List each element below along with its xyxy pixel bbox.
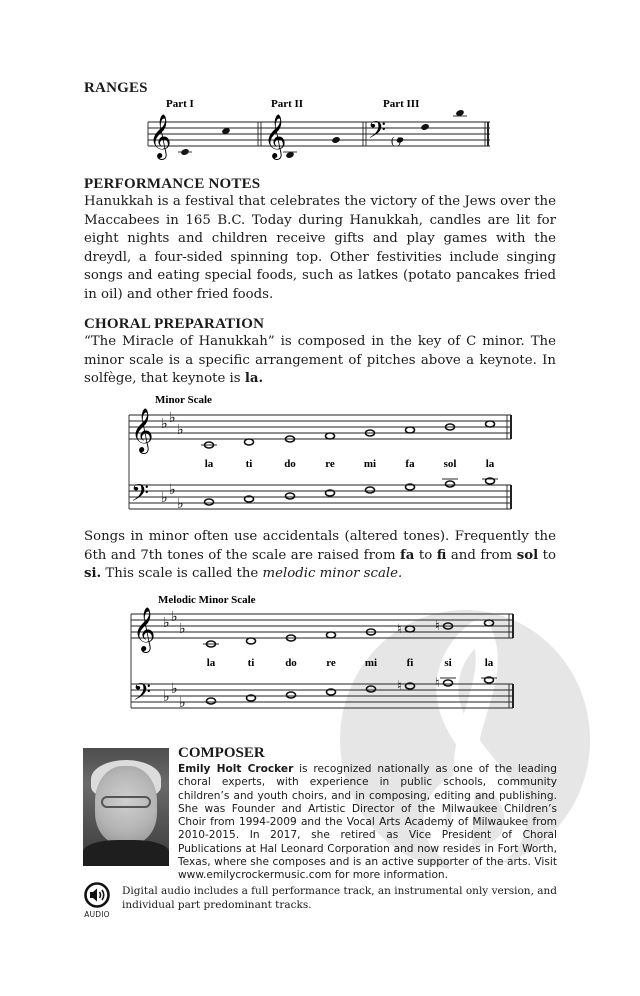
flat-icon: ♭ [169,411,176,426]
natural-icon: ♮ [397,678,402,693]
syllable-fi: fi [406,657,414,669]
audio-description: Digital audio includes a full performance track, an instrumental only version, and individual part predominant tracks. [122,885,557,911]
flat-icon: ♭ [161,417,168,432]
flat-icon: ♭ [161,491,168,506]
treble-clef-icon: 𝄞 [131,410,154,452]
bass-clef-icon: 𝄢 [368,118,387,149]
syllable-la: la [204,458,214,470]
ranges-staff [140,95,500,160]
flat-icon: ♭ [179,696,186,711]
syllable-do: do [284,458,296,470]
syllable-do: do [285,657,297,669]
flat-icon: ♭ [163,690,170,705]
flat-icon: ♭ [171,610,178,625]
natural-icon: ♮ [397,621,402,636]
minor-scale-staff [125,390,520,515]
audio-label: AUDIO [84,910,110,919]
bass-clef-icon: 𝄢 [131,481,150,512]
syllable-mi: mi [364,657,378,669]
bass-clef-icon: 𝄢 [133,680,152,711]
keynote-la: la. [244,371,264,387]
treble-clef-icon: 𝄞 [149,116,172,158]
natural-icon: ♮ [435,675,440,690]
performance-notes-heading: PERFORMANCE NOTES [84,176,261,192]
flat-icon: ♭ [171,682,178,697]
syllable-mi: mi [363,458,377,470]
flat-icon: ♭ [177,497,184,512]
treble-clef-icon: 𝄞 [133,609,156,651]
minor-scale-title: Minor Scale [155,394,212,406]
syllable-fa: fa [405,458,415,470]
choral-preparation-intro: “The Miracle of Hanukkah” is composed in the key of C minor. The minor scale is a specific arrangement of pitches above a keynote. In solfège, that keynote is la. [84,334,556,387]
composer-heading: COMPOSER [178,745,265,761]
syllable-ti: ti [245,458,253,470]
syllable-ti: ti [247,657,255,669]
syllable-la-high: la [485,458,495,470]
performance-notes-text: Hanukkah is a festival that celebrates the victory of the Jews over the Maccabees in 165 B.C. Today during Hanukkah, candles are lit for eight nights and children receive gifts and play games with the dreydl, a four-sided spinning top. Other festivities include singing songs and eating special foods, such as latkes (potato pancakes fried in oil) and other fried foods. [84,194,556,302]
syllable-la-high: la [484,657,494,669]
treble-clef-icon: 𝄞 [264,116,287,158]
flat-icon: ♭ [163,616,170,631]
flat-icon: ♭ [177,423,184,438]
syllable-re: re [326,657,336,669]
melodic-minor-scale-title: Melodic Minor Scale [158,594,256,606]
flat-icon: ♭ [169,483,176,498]
syllable-la: la [206,657,216,669]
syllable-re: re [325,458,335,470]
part-3-label: Part III [383,98,420,110]
speaker-icon [83,882,111,908]
part-1-label: Part I [166,98,194,110]
composer-bio: Emily Holt Crocker is recognized nationally as one of the leading choral experts, with experience in public schools, community children’s and youth choirs, and in composing, editing and publishing. She was Founder and Artistic Director of the Milwaukee Children’s Choir from 1994-2009 and the Vocal Arts Academy of Milwaukee from 2010-2015. In 2017, she retired as Vice President of Choral Publications at Hal Leonard Corporation and now resides in Fort Worth, Texas, where she composes and is an active supporter of the arts. Visit www.emilycrockermusic.com for more information. [178,763,557,882]
flat-icon: ♭ [179,622,186,637]
optional-note-parens: ( ) [391,135,402,147]
part-2-label: Part II [271,98,304,110]
choral-preparation-heading: CHORAL PREPARATION [84,316,265,332]
audio-badge [83,882,111,920]
accidentals-text: Songs in minor often use accidentals (altered tones). Frequently the 6th and 7th tones of the scale are raised from fa to fi and from sol to si. This scale is called the melodic minor scale. [84,529,557,582]
syllable-sol: sol [443,458,457,470]
syllable-si: si [444,657,452,669]
melodic-minor-scale-staff [125,590,520,715]
natural-icon: ♮ [435,618,440,633]
ranges-heading: RANGES [84,80,148,96]
composer-name: Emily Holt Crocker [178,763,294,775]
composer-photo [83,748,169,866]
